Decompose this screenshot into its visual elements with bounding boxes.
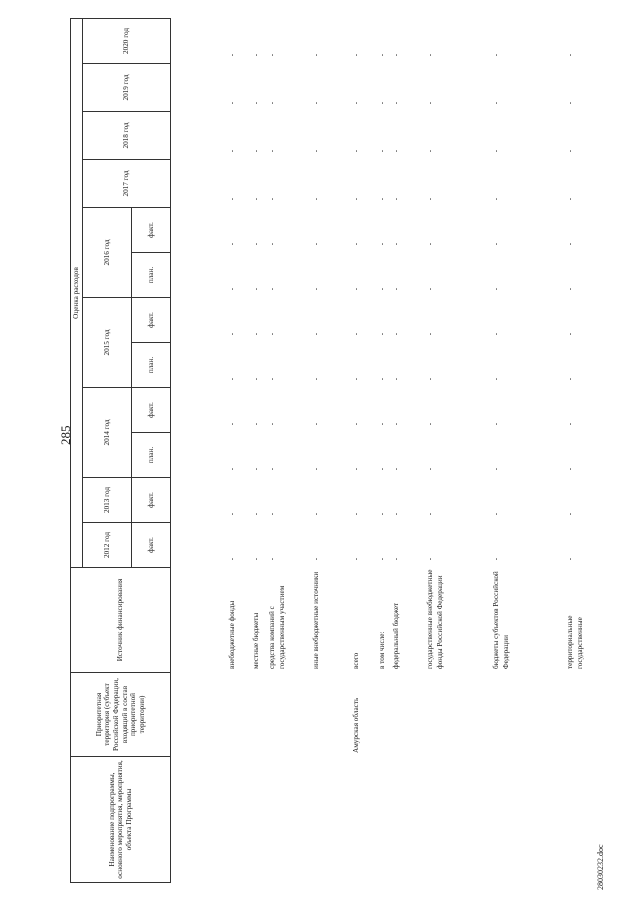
row-value-cell: - bbox=[268, 467, 276, 471]
row-value-cell: - bbox=[228, 332, 236, 336]
header-2012-fact: факт. bbox=[132, 523, 171, 568]
row-value-cell: - bbox=[492, 149, 500, 153]
row-value-cell: - bbox=[492, 242, 500, 246]
row-value-cell: - bbox=[392, 149, 400, 153]
row-value-cell: - bbox=[378, 149, 386, 153]
row-value-cell: - bbox=[392, 557, 400, 561]
document-id: 28030232.doc bbox=[596, 844, 605, 890]
row-value-cell: - bbox=[312, 149, 320, 153]
row-value-cell: - bbox=[228, 242, 236, 246]
row-value-cell: - bbox=[426, 101, 434, 105]
header-2013-fact: факт. bbox=[132, 478, 171, 523]
row-value-cell: - bbox=[426, 512, 434, 516]
row-value-cell: - bbox=[352, 242, 360, 246]
row-funding-source: бюджеты субъектов Российской Федерации bbox=[492, 571, 510, 669]
row-funding-source: территориальные государственные bbox=[566, 615, 584, 669]
header-year-2016: 2016 год bbox=[83, 208, 132, 298]
row-value-cell: - bbox=[352, 512, 360, 516]
row-value-cell: - bbox=[252, 467, 260, 471]
header-year-2012: 2012 год bbox=[83, 523, 132, 568]
row-funding-source: местные бюджеты bbox=[252, 612, 260, 669]
header-year-2014: 2014 год bbox=[83, 388, 132, 478]
row-value-cell: - bbox=[228, 512, 236, 516]
row-value-cell: - bbox=[378, 197, 386, 201]
row-value-cell: - bbox=[268, 53, 276, 57]
row-value-cell: - bbox=[392, 101, 400, 105]
row-value-cell: - bbox=[228, 101, 236, 105]
row-value-cell: - bbox=[252, 332, 260, 336]
row-value-cell: - bbox=[378, 467, 386, 471]
row-value-cell: - bbox=[378, 332, 386, 336]
header-2016-fact: факт. bbox=[132, 208, 171, 253]
row-value-cell: - bbox=[352, 149, 360, 153]
header-2014-fact: факт. bbox=[132, 388, 171, 433]
row-value-cell: - bbox=[312, 101, 320, 105]
row-funding-source: государственные внебюджетные фонды Российской Федерации bbox=[426, 569, 444, 669]
header-program-name: Наименование подпрограммы, основного мероприятия, мероприятия, объекта Программы bbox=[71, 757, 171, 883]
row-value-cell: - bbox=[268, 422, 276, 426]
row-value-cell: - bbox=[252, 377, 260, 381]
row-value-cell: - bbox=[492, 53, 500, 57]
row-value-cell: - bbox=[312, 512, 320, 516]
row-value-cell: - bbox=[378, 377, 386, 381]
row-value-cell: - bbox=[352, 557, 360, 561]
row-value-cell: - bbox=[228, 53, 236, 57]
row-value-cell: - bbox=[228, 557, 236, 561]
row-value-cell: - bbox=[228, 377, 236, 381]
row-value-cell: - bbox=[492, 467, 500, 471]
row-value-cell: - bbox=[378, 512, 386, 516]
row-value-cell: - bbox=[426, 287, 434, 291]
row-value-cell: - bbox=[566, 287, 574, 291]
rotated-table-page bbox=[70, 27, 584, 883]
row-funding-source: средства компаний с государственным участием bbox=[268, 585, 286, 669]
row-value-cell: - bbox=[378, 101, 386, 105]
header-cost-estimate: Оценка расходов bbox=[71, 18, 83, 567]
header-year-2015: 2015 год bbox=[83, 298, 132, 388]
row-value-cell: - bbox=[426, 377, 434, 381]
row-value-cell: - bbox=[392, 512, 400, 516]
row-value-cell: - bbox=[268, 287, 276, 291]
row-value-cell: - bbox=[426, 53, 434, 57]
row-funding-source: всего bbox=[352, 652, 360, 669]
row-value-cell: - bbox=[312, 242, 320, 246]
header-year-2013: 2013 год bbox=[83, 478, 132, 523]
row-value-cell: - bbox=[312, 467, 320, 471]
row-value-cell: - bbox=[426, 557, 434, 561]
row-value-cell: - bbox=[268, 512, 276, 516]
row-value-cell: - bbox=[352, 422, 360, 426]
row-value-cell: - bbox=[228, 197, 236, 201]
row-value-cell: - bbox=[228, 467, 236, 471]
row-value-cell: - bbox=[392, 422, 400, 426]
row-value-cell: - bbox=[566, 149, 574, 153]
row-value-cell: - bbox=[252, 149, 260, 153]
row-value-cell: - bbox=[378, 287, 386, 291]
row-value-cell: - bbox=[566, 53, 574, 57]
row-value-cell: - bbox=[252, 53, 260, 57]
expenditure-table-header bbox=[70, 18, 171, 883]
row-value-cell: - bbox=[492, 557, 500, 561]
row-value-cell: - bbox=[566, 512, 574, 516]
row-value-cell: - bbox=[352, 332, 360, 336]
row-value-cell: - bbox=[252, 197, 260, 201]
row-value-cell: - bbox=[268, 377, 276, 381]
header-year-2020: 2020 год bbox=[83, 18, 171, 63]
row-value-cell: - bbox=[228, 287, 236, 291]
row-value-cell: - bbox=[492, 287, 500, 291]
row-value-cell: - bbox=[566, 557, 574, 561]
row-value-cell: - bbox=[312, 332, 320, 336]
row-value-cell: - bbox=[312, 422, 320, 426]
row-value-cell: - bbox=[378, 53, 386, 57]
row-value-cell: - bbox=[492, 512, 500, 516]
row-value-cell: - bbox=[268, 149, 276, 153]
row-value-cell: - bbox=[566, 467, 574, 471]
row-value-cell: - bbox=[252, 101, 260, 105]
row-value-cell: - bbox=[252, 242, 260, 246]
row-value-cell: - bbox=[492, 101, 500, 105]
row-value-cell: - bbox=[392, 197, 400, 201]
row-value-cell: - bbox=[312, 53, 320, 57]
row-value-cell: - bbox=[352, 287, 360, 291]
row-value-cell: - bbox=[492, 377, 500, 381]
header-year-2018: 2018 год bbox=[83, 112, 171, 160]
row-value-cell: - bbox=[566, 101, 574, 105]
row-value-cell: - bbox=[268, 557, 276, 561]
header-2014-plan: план. bbox=[132, 433, 171, 478]
row-value-cell: - bbox=[392, 53, 400, 57]
row-value-cell: - bbox=[312, 557, 320, 561]
page-number: 285 bbox=[58, 425, 73, 445]
row-value-cell: - bbox=[228, 149, 236, 153]
row-value-cell: - bbox=[352, 53, 360, 57]
row-value-cell: - bbox=[426, 242, 434, 246]
header-2016-plan: план. bbox=[132, 253, 171, 298]
row-value-cell: - bbox=[492, 197, 500, 201]
row-value-cell: - bbox=[252, 512, 260, 516]
row-value-cell: - bbox=[492, 332, 500, 336]
row-value-cell: - bbox=[352, 467, 360, 471]
row-value-cell: - bbox=[352, 101, 360, 105]
row-value-cell: - bbox=[492, 422, 500, 426]
row-territory: Амурская область bbox=[352, 697, 360, 753]
row-funding-source: внебюджетные фонды bbox=[228, 600, 236, 669]
header-funding-source: Источник финансирования bbox=[71, 568, 171, 673]
header-year-2019: 2019 год bbox=[83, 64, 171, 112]
row-value-cell: - bbox=[252, 287, 260, 291]
row-funding-source: иные внебюджетные источники bbox=[312, 571, 320, 669]
row-value-cell: - bbox=[566, 332, 574, 336]
row-value-cell: - bbox=[426, 197, 434, 201]
row-value-cell: - bbox=[252, 422, 260, 426]
row-value-cell: - bbox=[426, 422, 434, 426]
row-value-cell: - bbox=[312, 197, 320, 201]
row-value-cell: - bbox=[566, 242, 574, 246]
row-funding-source: в том числе: bbox=[378, 631, 386, 669]
row-value-cell: - bbox=[312, 287, 320, 291]
header-2015-plan: план. bbox=[132, 343, 171, 388]
row-value-cell: - bbox=[392, 377, 400, 381]
row-value-cell: - bbox=[268, 197, 276, 201]
row-value-cell: - bbox=[268, 101, 276, 105]
row-value-cell: - bbox=[378, 557, 386, 561]
row-value-cell: - bbox=[392, 467, 400, 471]
row-value-cell: - bbox=[378, 422, 386, 426]
row-value-cell: - bbox=[426, 149, 434, 153]
row-value-cell: - bbox=[426, 467, 434, 471]
row-value-cell: - bbox=[392, 287, 400, 291]
row-value-cell: - bbox=[228, 422, 236, 426]
row-value-cell: - bbox=[392, 242, 400, 246]
row-value-cell: - bbox=[426, 332, 434, 336]
row-funding-source: федеральный бюджет bbox=[392, 602, 400, 669]
header-priority-territory: Приоритетная территория (субъект Российской Федерации, входящий в состав приоритетной территории) bbox=[71, 673, 171, 757]
row-value-cell: - bbox=[378, 242, 386, 246]
row-value-cell: - bbox=[352, 197, 360, 201]
row-value-cell: - bbox=[312, 377, 320, 381]
row-value-cell: - bbox=[252, 557, 260, 561]
row-value-cell: - bbox=[566, 377, 574, 381]
header-year-2017: 2017 год bbox=[83, 160, 171, 208]
row-value-cell: - bbox=[566, 197, 574, 201]
row-value-cell: - bbox=[268, 332, 276, 336]
row-value-cell: - bbox=[268, 242, 276, 246]
header-2015-fact: факт. bbox=[132, 298, 171, 343]
row-value-cell: - bbox=[352, 377, 360, 381]
row-value-cell: - bbox=[392, 332, 400, 336]
row-value-cell: - bbox=[566, 422, 574, 426]
